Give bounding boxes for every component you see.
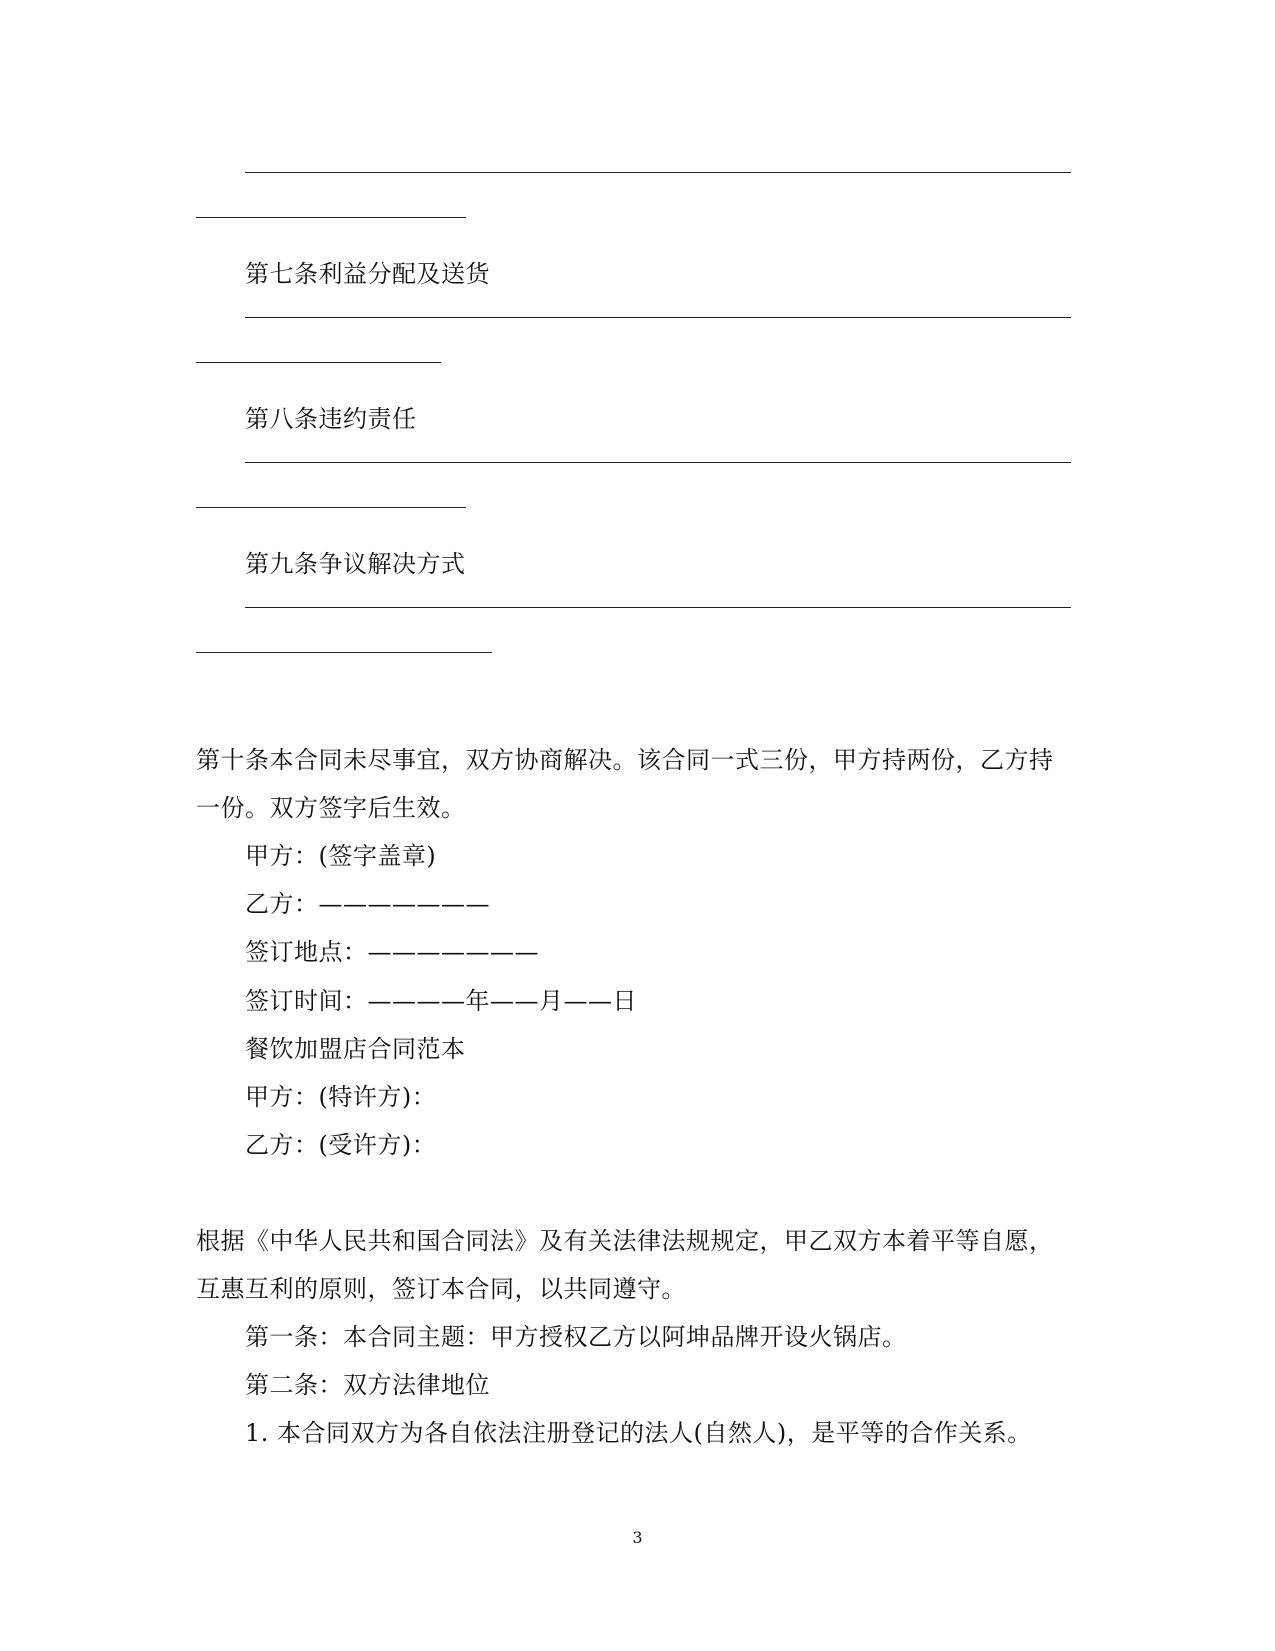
party-a-franchisor: 甲方：(特许方)： bbox=[245, 1083, 437, 1111]
contract-title: 餐饮加盟店合同范本 bbox=[245, 1035, 466, 1063]
article-10-line-1: 第十条本合同未尽事宜，双方协商解决。该合同一式三份，甲方持两份，乙方持 bbox=[196, 746, 1054, 774]
party-a-signature: 甲方：(签字盖章) bbox=[245, 842, 437, 870]
party-b-franchisee: 乙方：(受许方)： bbox=[245, 1131, 437, 1159]
page-number: 3 bbox=[632, 1528, 643, 1547]
blank-line-full bbox=[245, 462, 1071, 463]
preamble-line-1: 根据《中华人民共和国合同法》及有关法律法规规定，甲乙双方本着平等自愿， bbox=[196, 1227, 1054, 1255]
article-10-line-2: 一份。双方签字后生效。 bbox=[196, 794, 466, 822]
blank-line-tail bbox=[196, 507, 466, 508]
blank-line-tail bbox=[196, 362, 441, 363]
article-7-heading: 第七条利益分配及送货 bbox=[245, 260, 490, 288]
blank-line-full bbox=[245, 607, 1071, 608]
blank-line-tail bbox=[196, 217, 466, 218]
article-8-heading: 第八条违约责任 bbox=[245, 405, 417, 433]
blank-line-full bbox=[245, 172, 1071, 173]
article-2-item-1: 1. 本合同双方为各自依法注册登记的法人(自然人)，是平等的合作关系。 bbox=[245, 1419, 1032, 1447]
article-1: 第一条：本合同主题：甲方授权乙方以阿坤品牌开设火锅店。 bbox=[245, 1323, 907, 1351]
signing-place: 签订地点：——————— bbox=[245, 938, 539, 966]
article-2-heading: 第二条：双方法律地位 bbox=[245, 1371, 490, 1399]
preamble-line-2: 互惠互利的原则，签订本合同，以共同遵守。 bbox=[196, 1275, 686, 1303]
article-9-heading: 第九条争议解决方式 bbox=[245, 550, 466, 578]
party-b: 乙方：——————— bbox=[245, 890, 490, 918]
signing-time: 签订时间：————年——月——日 bbox=[245, 987, 637, 1015]
blank-line-tail bbox=[196, 652, 492, 653]
blank-line-full bbox=[245, 317, 1071, 318]
